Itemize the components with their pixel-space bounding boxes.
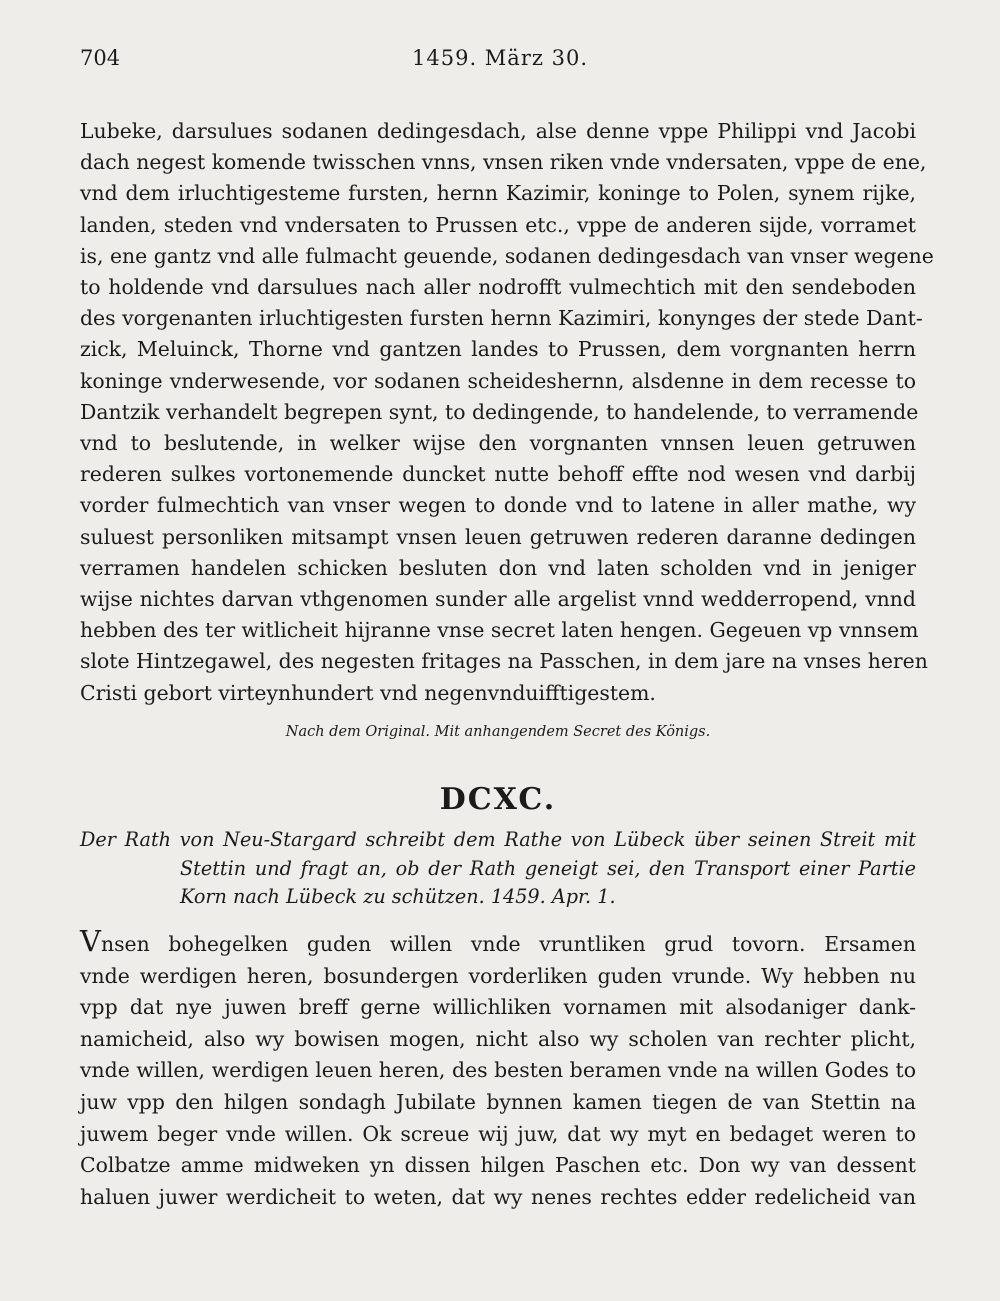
text-line: juw vpp den hilgen sondagh Jubilate bynnen kamen tiegen de van Stettin na (80, 1089, 916, 1114)
page-number: 704 (80, 46, 121, 70)
text-line: Dantzik verhandelt begrepen synt, to dedingende, to handelende, to verramende (80, 399, 919, 424)
text-line: to holdende vnd darsulues nach aller nodrofft vulmechtich mit den sendeboden (80, 275, 916, 300)
text-line: wijse nichtes darvan vthgenomen sunder alle argelist vnnd wedderropend, vnnd (80, 587, 916, 612)
document-text (80, 116, 934, 709)
text-line: des vorgenanten irluchtigesten fursten hernn Kazimiri, konynges der stede Dant- (80, 306, 923, 331)
header-date: 1459. März 30. (412, 46, 588, 70)
regest-line: Stettin und fragt an, ob der Rath geneigt sei, den Transport einer Partie (180, 856, 916, 880)
document-number-heading: DCXC. (439, 782, 557, 817)
text-line: Colbatze amme midweken yn dissen hilgen Paschen etc. Don wy van dessent (80, 1153, 916, 1178)
text-line: rederen sulkes vortonemende duncket nutte behoff effte nod wesen vnd darbij (80, 462, 916, 487)
text-line: Cristi gebort virteynhundert vnd negenvnduifftigestem. (80, 680, 656, 705)
letter-first-line (80, 924, 916, 961)
letter-text (80, 924, 916, 1213)
text-line: Lubeke, darsulues sodanen dedingesdach, alse denne vppe Philippi vnd Jacobi (80, 119, 916, 143)
regest-summary (80, 826, 916, 912)
text-line: landen, steden vnd vndersaten to Prussen etc., vppe de anderen sijde, vorramet (80, 212, 916, 237)
text-line: dach negest komende twisschen vnns, vnsen riken vnde vndersaten, vppe de ene, (80, 150, 927, 175)
text-line: vnd dem irluchtigesteme fursten, hernn Kazimir, koninge to Polen, synem rijke, (80, 181, 916, 206)
text-line: is, ene gantz vnd alle fulmacht geuende, sodanen dedingesdach van vnser wegene (80, 243, 934, 268)
text-line: hebben des ter witlicheit hijranne vnse secret laten hengen. Gegeuen vp vnnsem (80, 618, 919, 643)
text-line: verramen handelen schicken besluten don vnd laten scholden vnd in jeniger (80, 555, 916, 580)
text-line: suluest personliken mitsampt vnsen leuen getruwen rederen daranne dedingen (80, 524, 916, 549)
text-line: vpp dat nye juwen breff gerne willichliken vornamen mit alsodaniger dank- (80, 995, 916, 1020)
first-line-text: nsen bohegelken guden willen vnde vruntliken grud tovorn. Ersamen (100, 932, 916, 956)
regest-line: Korn nach Lübeck zu schützen. 1459. Apr. 1. (180, 885, 616, 909)
text-line: slote Hintzegawel, des negesten fritages na Passchen, in dem jare na vnses heren (80, 649, 928, 674)
text-line: juwem beger vnde willen. Ok screue wij juw, dat wy myt en bedaget weren to (80, 1121, 916, 1146)
text-line: haluen juwer werdicheit to weten, dat wy nenes rechtes edder redelicheid van (80, 1184, 916, 1209)
source-note: Nach dem Original. Mit anhangendem Secret des Königs. (285, 724, 711, 740)
text-line: koninge vnderwesende, vor sodanen scheideshernn, alsdenne in dem recesse to (80, 368, 916, 393)
text-line: vnde willen, werdigen leuen heren, des besten beramen vnde na willen Godes to (80, 1058, 916, 1083)
text-line: vorder fulmechtich van vnser wegen to donde vnd to latene in aller mathe, wy (80, 493, 916, 518)
text-line: zick, Meluinck, Thorne vnd gantzen landes to Prussen, dem vorgnanten herrn (80, 337, 916, 362)
text-line: vnde werdigen heren, bosundergen vorderliken guden vrunde. Wy hebben nu (80, 963, 916, 988)
text-line: vnd to beslutende, in welker wijse den vorgnanten vnnsen leuen getruwen (80, 431, 916, 456)
initial-letter: V (80, 924, 101, 958)
regest-line: Der Rath von Neu-Stargard schreibt dem Rathe von Lübeck über seinen Streit mit (80, 828, 916, 851)
running-header (80, 46, 920, 80)
text-line: namicheid, also wy bowisen mogen, nicht also wy scholen van rechter plicht, (80, 1026, 916, 1051)
